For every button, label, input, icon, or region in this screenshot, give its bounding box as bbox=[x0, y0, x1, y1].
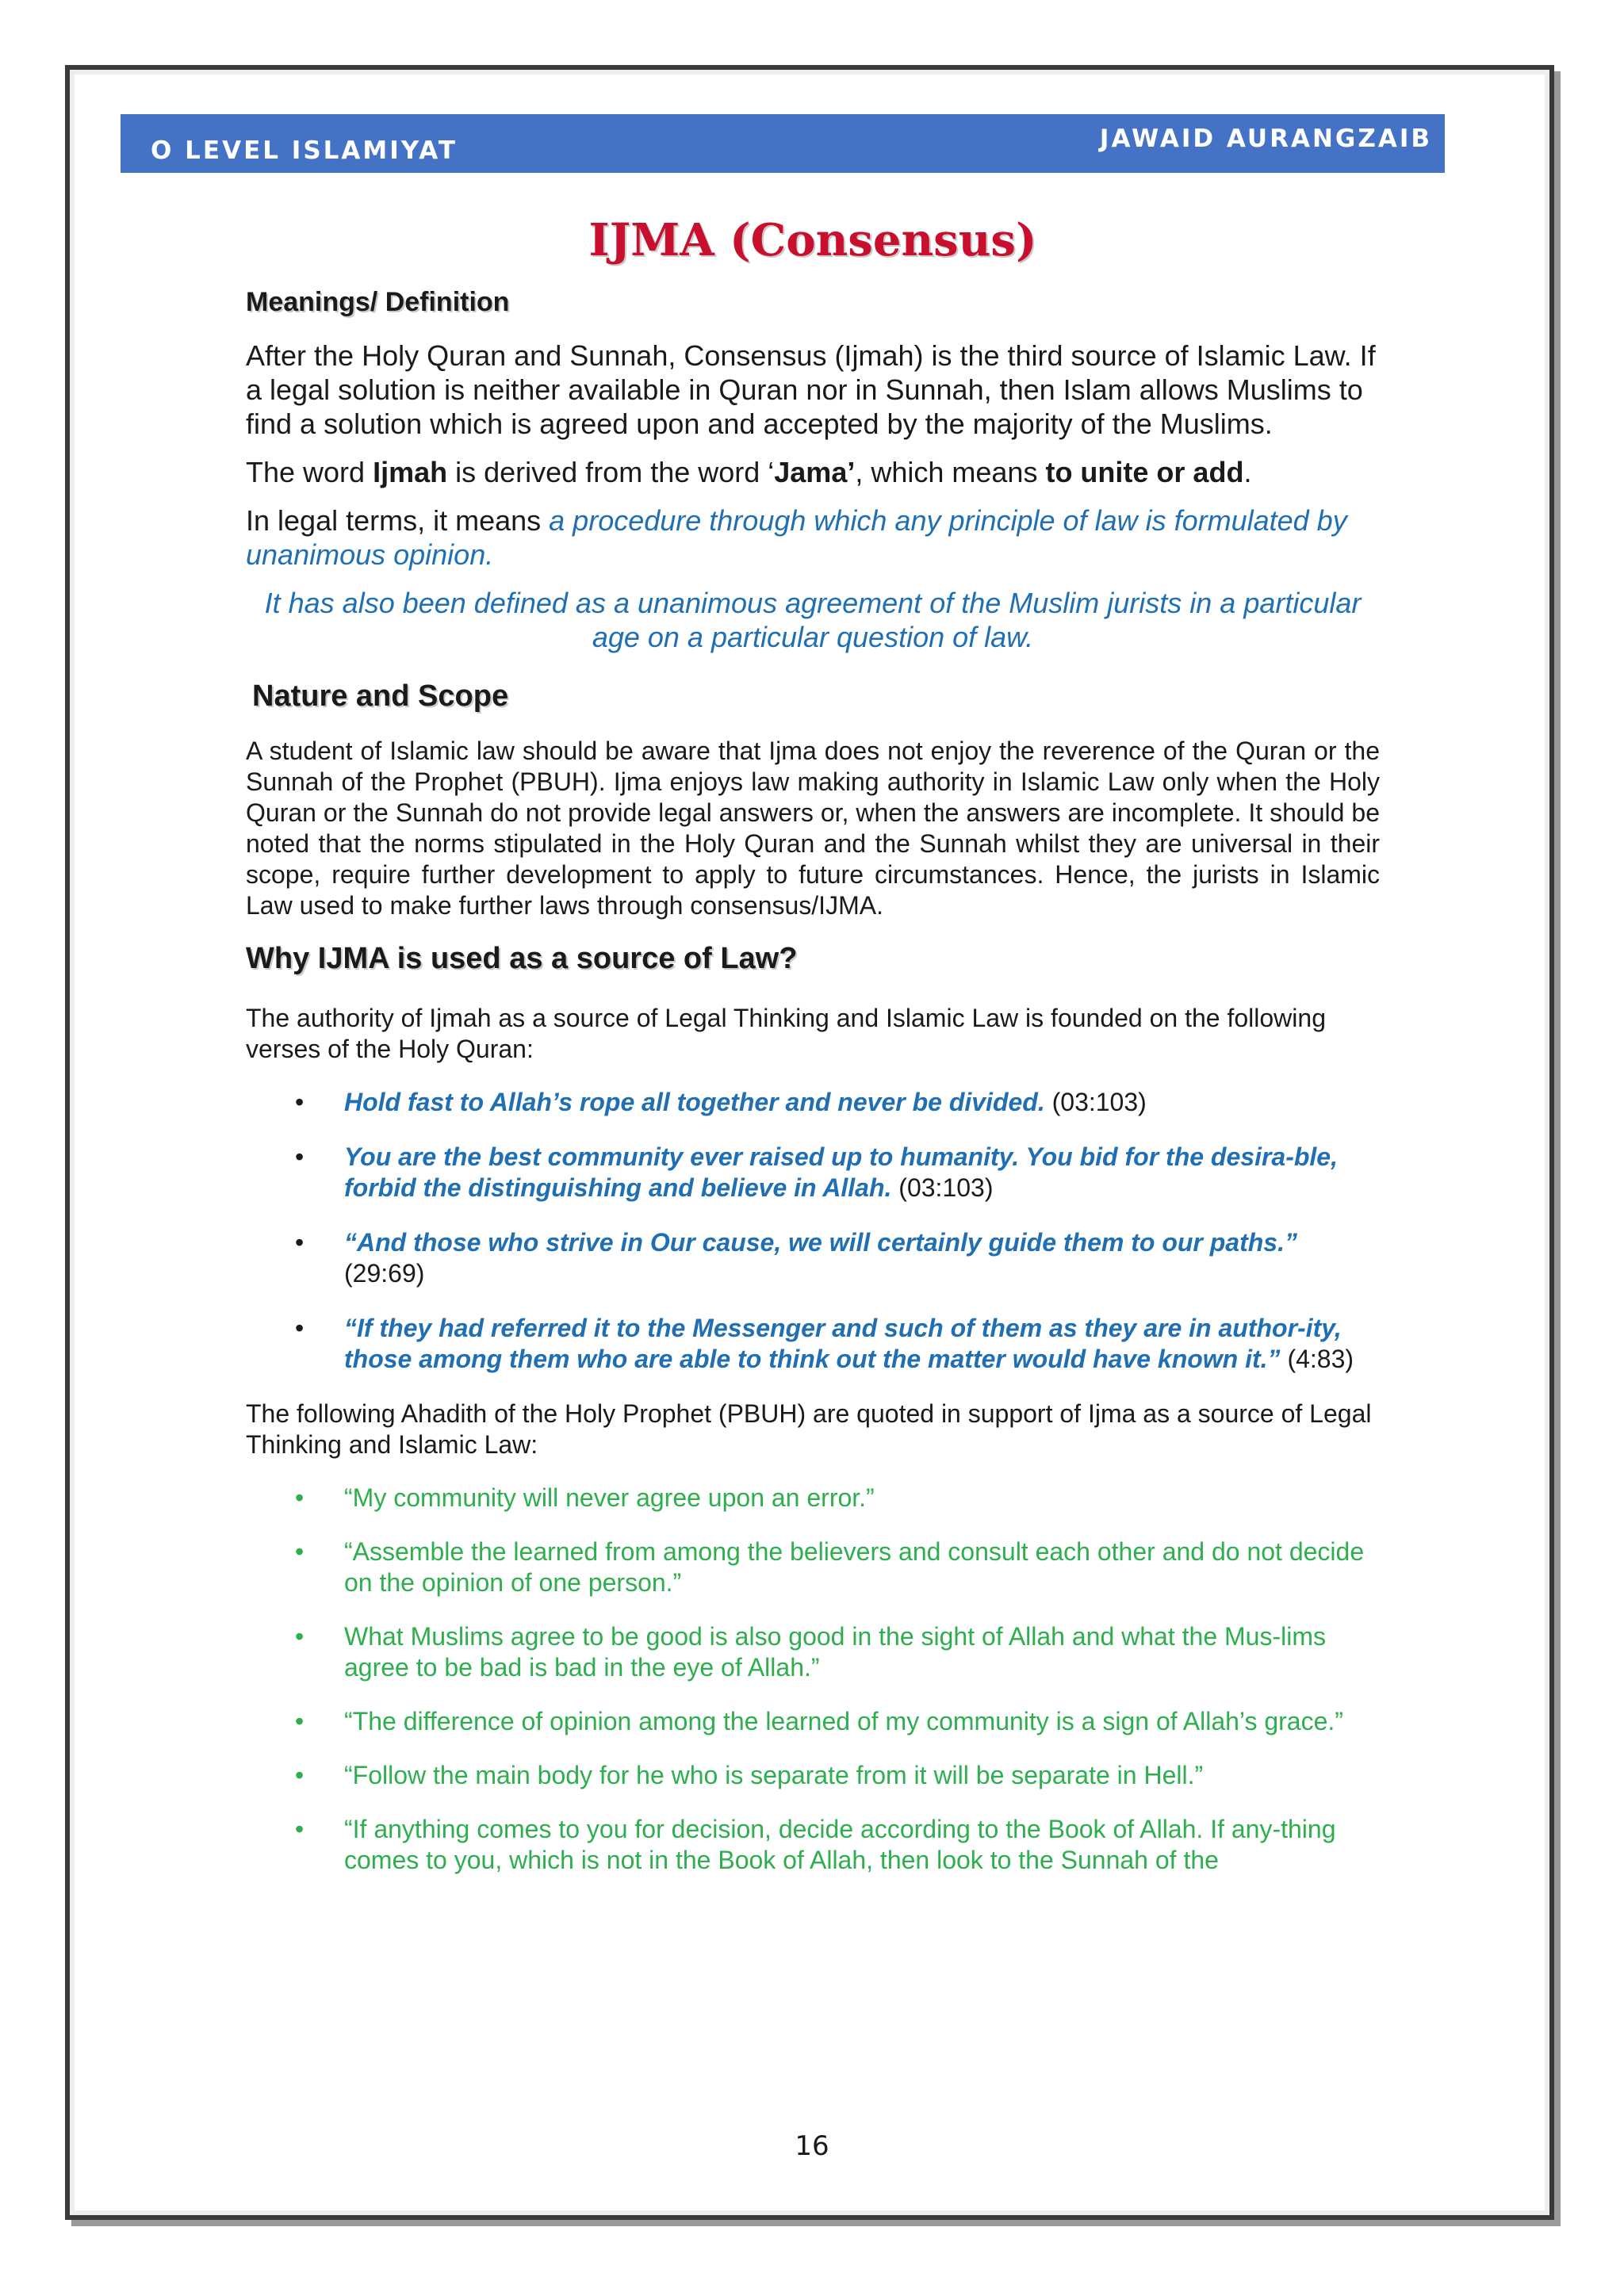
list-item: • “Follow the main body for he who is separate from it will be separate in Hell.” bbox=[295, 1761, 1204, 1789]
list-item: • “My community will never agree upon an error.” bbox=[295, 1483, 875, 1512]
heading-why-ijma: Why IJMA is used as a source of Law? bbox=[246, 942, 798, 975]
legal-terms-paragraph: In legal terms, it means a procedure through which any principle of law is formulated by unanimous opinion. bbox=[246, 504, 1347, 571]
bullet-icon: • bbox=[295, 1815, 304, 1843]
alternate-definition: It has also been defined as a unanimous agreement of the Muslim jurists in a particular age on a particular question of law. bbox=[264, 587, 1362, 653]
bullet-icon: • bbox=[295, 1622, 304, 1651]
header-course: O LEVEL ISLAMIYAT bbox=[151, 136, 458, 165]
etymology-paragraph: The word Ijmah is derived from the word ‘Jama’, which means to unite or add. bbox=[246, 456, 1252, 488]
quran-verse-list bbox=[246, 1087, 1380, 1375]
scope-paragraph: A student of Islamic law should be aware that Ijma does not enjoy the reverence of the Quran or the Sunnah of the Prophet (PBUH). Ijma enjoys law making authority in Islamic Law only when the Holy Quran or the Sunnah do not provide legal answers or, when the answers are incomplete. It should be noted that the norms stipulated in the Holy Quran and the Sunnah whilst they are universal in their scope, require further development to apply to future circumstances. Hence, the jurists in Islamic Law used to make further laws through consensus/IJMA. bbox=[246, 737, 1380, 920]
document-body bbox=[246, 214, 1380, 1899]
hadith-intro: The following Ahadith of the Holy Prophet (PBUH) are quoted in support of Ijma as a source of Legal Thinking and Islamic Law: bbox=[246, 1399, 1372, 1459]
bullet-icon: • bbox=[295, 1707, 304, 1735]
bullet-icon: • bbox=[295, 1483, 304, 1512]
header-author: JAWAID AURANGZAIB bbox=[1099, 124, 1432, 153]
hadith-list bbox=[246, 1483, 1380, 1876]
bullet-icon: • bbox=[295, 1142, 304, 1171]
page-title: IJMA (Consensus) bbox=[588, 214, 1037, 266]
bullet-icon: • bbox=[295, 1761, 304, 1789]
list-item: • You are the best community ever raised up to humanity. You bid for the desira-ble, forbid the distinguishing and believe in Allah. (03:103) bbox=[295, 1142, 1338, 1202]
list-item: • “And those who strive in Our cause, we will certainly guide them to our paths.” (29:69) bbox=[295, 1228, 1297, 1288]
list-item: • What Muslims agree to be good is also good in the sight of Allah and what the Mus-lims agree to be bad is bad in the eye of Allah.” bbox=[295, 1622, 1326, 1682]
list-item: • “Assemble the learned from among the believers and consult each other and do not decide on the opinion of one person.” bbox=[295, 1537, 1365, 1597]
bullet-icon: • bbox=[295, 1537, 304, 1566]
bullet-icon: • bbox=[295, 1088, 304, 1116]
heading-meanings: Meanings/ Definition bbox=[246, 287, 510, 317]
bullet-icon: • bbox=[295, 1228, 304, 1257]
heading-nature-scope: Nature and Scope bbox=[252, 679, 509, 713]
bullet-icon: • bbox=[295, 1314, 304, 1342]
header-bar bbox=[121, 114, 1445, 173]
list-item: • “If anything comes to you for decision, decide according to the Book of Allah. If any-thing comes to you, which is not in the Book of Allah, then look to the Sunnah of the bbox=[295, 1815, 1336, 1874]
definition-paragraph: After the Holy Quran and Sunnah, Consensus (Ijmah) is the third source of Islamic Law. If a legal solution is neither available in Quran nor in Sunnah, then Islam allows Muslims to find a solution which is agreed upon and accepted by the majority of the Muslims. bbox=[246, 339, 1376, 440]
list-item: • “If they had referred it to the Messenger and such of them as they are in author-ity, those among them who are able to think out the matter would have known it.” (4:83) bbox=[295, 1314, 1354, 1373]
quran-intro: The authority of Ijmah as a source of Legal Thinking and Islamic Law is founded on the following verses of the Holy Quran: bbox=[246, 1004, 1326, 1063]
page-number: 16 bbox=[795, 2130, 829, 2162]
list-item: • Hold fast to Allah’s rope all together and never be divided. (03:103) bbox=[295, 1088, 1147, 1116]
list-item: • “The difference of opinion among the learned of my community is a sign of Allah’s grace.” bbox=[295, 1707, 1343, 1735]
